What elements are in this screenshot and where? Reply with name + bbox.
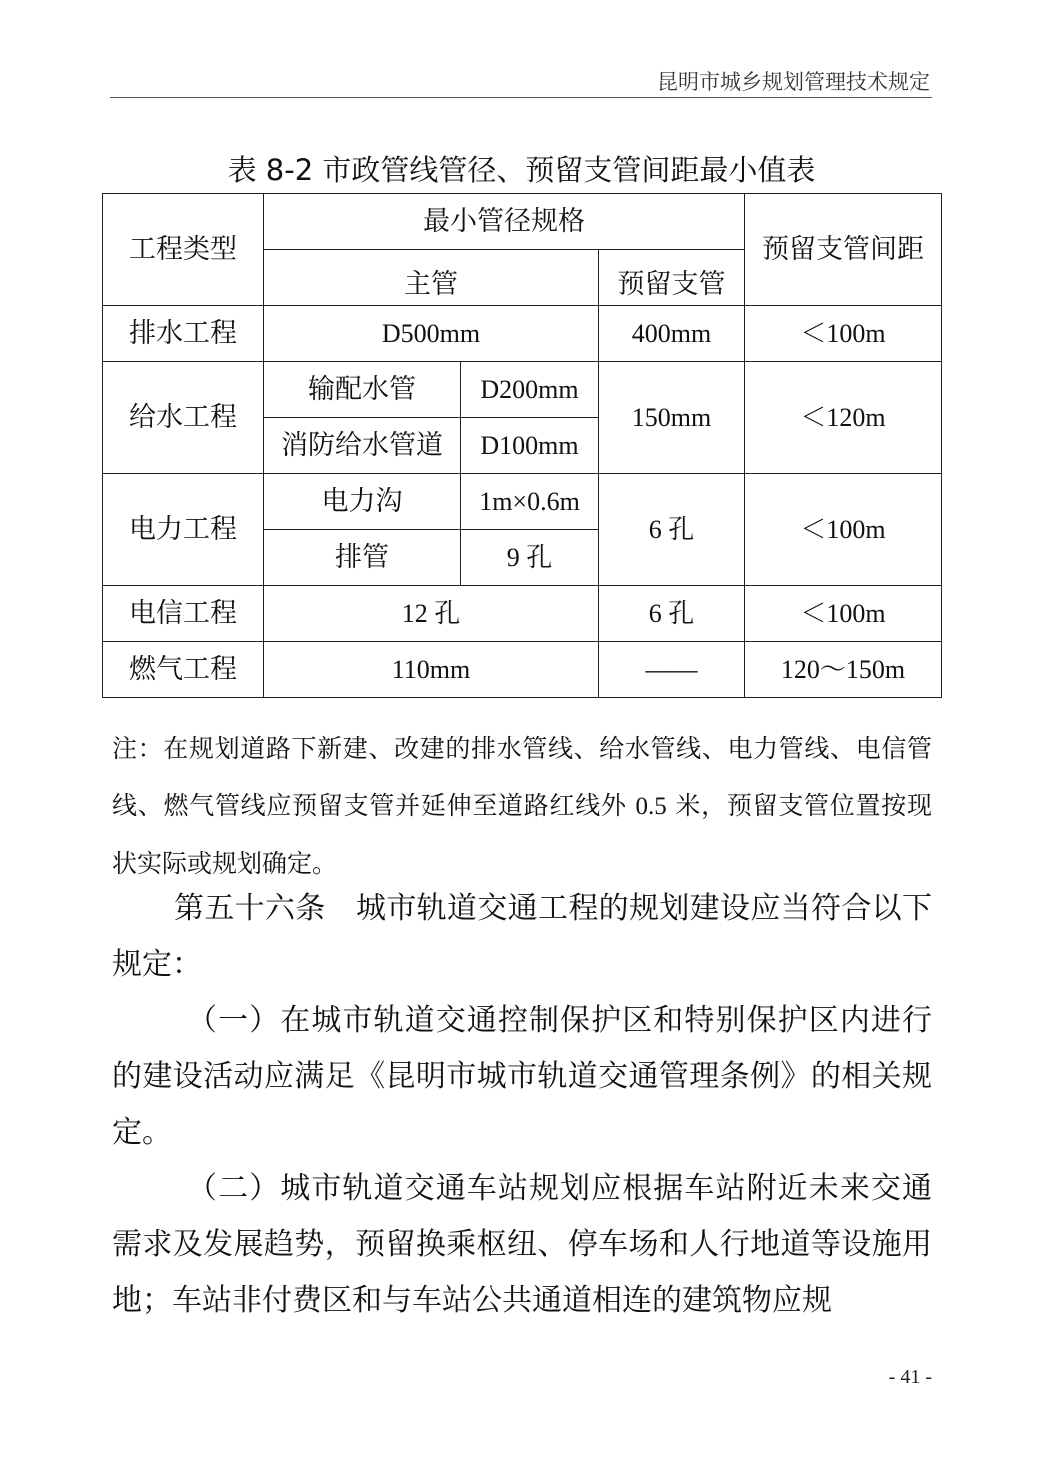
table-row-drainage — [103, 306, 942, 362]
header-project-type: 工程类型 — [103, 194, 264, 306]
table-title: 表 8-2 市政管线管径、预留支管间距最小值表 — [227, 153, 816, 187]
table-row-water-supply-1 — [103, 362, 942, 418]
article-56-item-2: （二）城市轨道交通车站规划应根据车站附近未来交通需求及发展趋势，预留换乘枢纽、停车场和人行地道等设施用地；车站非付费区和与车站公共通道相连的建筑物应规 — [112, 1171, 932, 1318]
cell-power-spacing: ＜100m — [745, 474, 942, 586]
cell-water-sub1-value: D200mm — [461, 362, 599, 418]
table-row-telecom — [103, 586, 942, 642]
table-note — [112, 720, 932, 892]
cell-gas-type: 燃气工程 — [103, 642, 264, 698]
cell-water-branch: 150mm — [599, 362, 745, 474]
cell-drainage-spacing: ＜100m — [745, 306, 942, 362]
article-56-item-1: （一）在城市轨道交通控制保护区和特别保护区内进行的建设活动应满足《昆明市城市轨道交通管理条例》的相关规定。 — [112, 1003, 932, 1150]
header-min-pipe-spec: 最小管径规格 — [264, 194, 745, 250]
cell-telecom-type: 电信工程 — [103, 586, 264, 642]
note-text-part2: 米，预留支管位置按现状实际或规划确定。 — [112, 791, 933, 878]
cell-drainage-type: 排水工程 — [103, 306, 264, 362]
cell-gas-spacing: 120～150m — [745, 642, 942, 698]
header-reserved-branch: 预留支管 — [599, 250, 745, 306]
cell-water-sub2-value: D100mm — [461, 418, 599, 474]
cell-power-sub2-name: 排管 — [264, 530, 461, 586]
article-56: 第五十六条 城市轨道交通工程的规划建设应当符合以下规定： — [112, 891, 932, 982]
cell-power-sub1-value: 1m×0.6m — [461, 474, 599, 530]
cell-power-type: 电力工程 — [103, 474, 264, 586]
cell-power-sub1-name: 电力沟 — [264, 474, 461, 530]
cell-power-sub2-value: 9 孔 — [461, 530, 599, 586]
header-branch-spacing: 预留支管间距 — [745, 194, 942, 306]
cell-water-spacing: ＜120m — [745, 362, 942, 474]
cell-telecom-spacing: ＜100m — [745, 586, 942, 642]
table-header-row — [103, 194, 942, 250]
cell-drainage-main: D500mm — [264, 306, 599, 362]
running-header-text: 昆明市城乡规划管理技术规定 — [657, 70, 930, 94]
table-row-gas — [103, 642, 942, 698]
cell-telecom-branch: 6 孔 — [599, 586, 745, 642]
header-main-pipe: 主管 — [264, 250, 599, 306]
cell-telecom-main: 12 孔 — [264, 586, 599, 642]
page-number: - 41 - — [888, 1366, 932, 1388]
body-text — [112, 881, 932, 1329]
cell-gas-branch: —— — [599, 642, 745, 698]
note-value: 0.5 — [635, 793, 667, 820]
cell-water-type: 给水工程 — [103, 362, 264, 474]
pipe-spec-table — [102, 193, 942, 698]
cell-drainage-branch: 400mm — [599, 306, 745, 362]
table-row-power-1 — [103, 474, 942, 530]
cell-water-sub2-name: 消防给水管道 — [264, 418, 461, 474]
cell-power-branch: 6 孔 — [599, 474, 745, 586]
cell-water-sub1-name: 输配水管 — [264, 362, 461, 418]
note-text-part1: 注：在规划道路下新建、改建的排水管线、给水管线、电力管线、电信管线、燃气管线应预留支管并延伸至道路红线外 — [112, 734, 932, 820]
running-header — [110, 60, 932, 98]
cell-gas-main: 110mm — [264, 642, 599, 698]
